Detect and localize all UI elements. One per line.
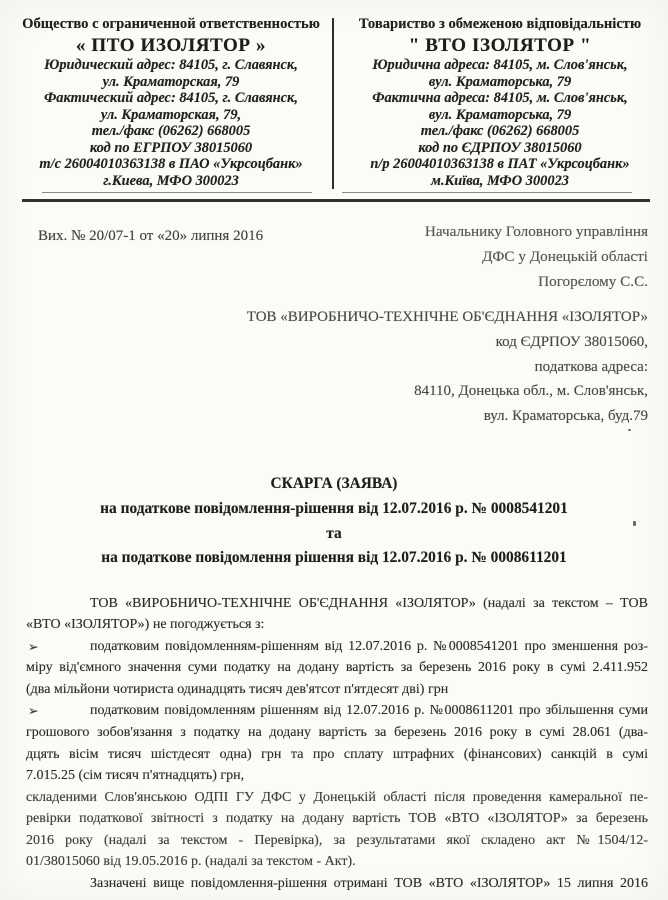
body-line [26,700,648,722]
letterhead-right [342,14,658,189]
body-line: 2016 року (надалі за текстом - Перевірка), за результатами якої складено акт №1504/12- [26,832,648,848]
body-line-text: податковим повідомленням-рішенням від 12.07.2016 р. №0008541201 про зменшення роз- [90,638,648,654]
complaint-subject-line: на податкове повідомлення рішення від 12.07.2016 р. № 0008611201 [101,549,567,567]
letterhead-address-line: Юридический адрес: 84105, г. Славянск, [44,57,298,73]
letterhead-address-line: вул. Краматорська, 79 [428,106,572,123]
body-line: грошового зобов'язання з податку на додану вартість за березень 2016 року в сумі 28.061 (два- [26,725,648,741]
complaint-title-block [0,472,668,570]
body-line: складеними Слов'янською ОДПІ ГУ ДФС у Донецькій області після проведення камеральної пе- [26,789,648,805]
arrow-bullet-icon: ➢ [28,639,39,654]
letterhead-underlines [0,192,668,194]
addressee-line: Начальнику Головного управління [424,223,648,240]
letterhead-address-line: Юридична адреса: 84105, м. Слов'янськ, [372,57,628,73]
letterhead-address-line: тел./факс (06262) 668005 [420,123,580,139]
body-line [26,636,648,658]
body-line: міру від'ємного значення суми податку на додану вартість за березень 2016 року в сумі 2.411.952 [26,660,648,676]
body-line: (два мільйони чотириста одинадцять тисяч дев'ятсот п'ятдесят дві) грн [26,681,449,697]
letterhead-left [18,14,324,189]
letterhead [0,0,668,189]
thin-rule-right [342,192,632,193]
thin-rule-left [42,192,312,193]
letterhead-address-line: п/р 26004010363138 в ПАТ «Укрсоцбанк» [370,156,630,172]
body-line: дцять вісім тисяч шістдесят одна) грн та про сплату штрафних (фінансових) санкцій в сумі [26,746,648,762]
applicant-line: податкова адреса: [534,358,648,375]
body-line: Зазначені вище повідомлення-рішення отримані ТОВ «ВТО «ІЗОЛЯТОР» 15 липня 2016 [90,875,648,891]
body-line-text: податковим повідомленням рішенням від 12.07.2016 р. №0008611201 про збільшення суми [90,703,648,719]
body-line: ревірки податкової звітності з податку на додану вартість ТОВ «ВТО «ІЗОЛЯТОР» за березень [26,811,648,827]
body-line: 7.015.25 (сім тисяч п'ятнадцять) грн, [26,768,245,784]
letterhead-address-line: тел./факс (06262) 668005 [91,123,251,139]
org-type-ua: Товариство з обмеженою відповідальністю [358,16,642,32]
letterhead-address-line: код по ЕГРПОУ 38015060 [89,139,253,156]
applicant-line: код ЄДРПОУ 38015060, [495,333,648,350]
letterhead-address-line: Фактический адрес: 84105, г. Славянск, [44,90,298,106]
applicant-block [0,305,668,428]
letterhead-address-line: Фактична адреса: 84105, м. Слов'янськ, [372,90,628,106]
reference-addressee-row [0,202,668,294]
org-name-ru: « ПТО ИЗОЛЯТОР » [75,35,267,56]
addressee-line: Погорєлому С.С. [538,272,648,290]
complaint-heading: СКАРГА (ЗАЯВА) [270,475,398,493]
letterhead-address-line: т/с 26004010363138 в ПАО «Укрсоцбанк» [39,156,303,172]
letterhead-vertical-divider [332,18,334,189]
letterhead-address-line: вул. Краматорська, 79 [428,73,572,90]
applicant-line: 84110, Донецька обл., м. Слов'янськ, [414,383,648,400]
body-line: ТОВ «ВИРОБНИЧО-ТЕХНІЧНЕ ОБ'ЄДНАННЯ «ІЗОЛЯТОР» (надалі за текстом – ТОВ [90,595,648,611]
addressee-line: ДФС у Донецькій області [482,247,648,265]
complaint-subject-line: на податкове повідомлення-рішення від 12.07.2016 р. № 0008541201 [100,499,568,517]
letterhead-address-line: ул. Краматорская, 79, [100,106,242,123]
org-type-ru: Общество с ограниченной ответственностью [22,16,320,32]
arrow-bullet-icon: ➢ [28,704,39,719]
applicant-line: вул. Краматорська, буд.79 [483,407,648,424]
letterhead-address-line: ул. Краматорская, 79 [102,73,240,90]
conjunction: та [326,524,342,542]
letterhead-address-line: г.Киева, МФО 300023 [103,172,239,189]
outgoing-number: Вих. № 20/07-1 от «20» липня 2016 [38,228,264,244]
letterhead-address-line: м.Київа, МФО 300023 [431,172,569,189]
scan-speck [628,429,631,431]
letterhead-address-line: код по ЄДРПОУ 38015060 [418,139,582,156]
applicant-line: ТОВ «ВИРОБНИЧО-ТЕХНІЧНЕ ОБ'ЄДНАННЯ «ІЗОЛЯТОР» [246,309,648,326]
addressee-block [425,220,648,294]
body-line: «ВТО «ІЗОЛЯТОР») не погоджується з: [26,617,265,633]
body-text [26,593,648,895]
body-line: 01/38015060 від 19.05.2016 р. (надалі за текстом - Акт). [26,854,356,870]
org-name-ua: " ВТО ІЗОЛЯТОР " [408,35,592,56]
scan-speck [633,521,636,526]
